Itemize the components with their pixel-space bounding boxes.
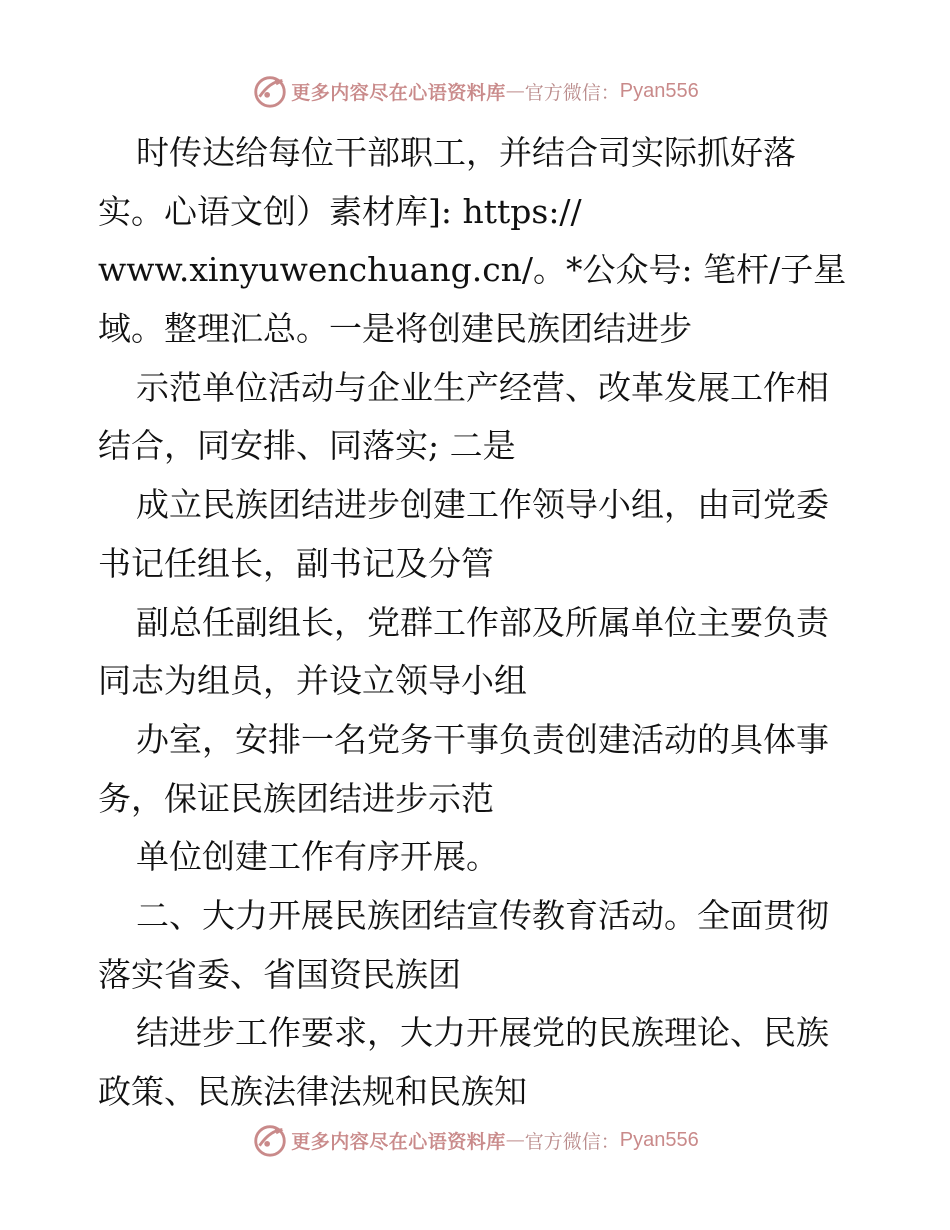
text-line: 二、大力开展民族团结宣传教育活动。全面贯彻 — [136, 895, 829, 935]
text-line: 实。心语文创）素材库]: https:// — [98, 191, 582, 231]
text-line: 书记任组长，副书记及分管 — [98, 543, 494, 583]
banner-wechat-id: Pyan556 — [619, 79, 699, 102]
text-line: 政策、民族法律法规和民族知 — [98, 1072, 527, 1111]
text-line: 结进步工作要求，大力开展党的民族理论、民族 — [136, 1013, 829, 1053]
text-line: 同志为组员，并设立领导小组 — [98, 661, 527, 701]
text-line: 务，保证民族团结进步示范 — [98, 778, 494, 818]
banner-separator: — — [505, 80, 525, 102]
banner-wechat-id: Pyan556 — [619, 1128, 699, 1151]
text-line: 落实省委、省国资民族团 — [98, 954, 461, 994]
text-line: www.xinyuwenchuang.cn/。*公众号: 笔杆/子星 — [98, 250, 847, 290]
banner-main-text: 更多内容尽在心语资料库 — [291, 81, 506, 104]
footer-watermark-banner — [0, 1120, 950, 1160]
banner-wechat-label: 官方微信： — [524, 1130, 620, 1153]
banner-wechat-label: 官方微信： — [524, 81, 620, 104]
text-line: 成立民族团结进步创建工作领导小组，由司党委 — [136, 485, 829, 525]
text-line: 结合，同安排、同落实; 二是 — [98, 426, 516, 466]
brand-logo-icon — [251, 72, 289, 110]
text-line: 副总任副组长，党群工作部及所属单位主要负责 — [136, 602, 829, 642]
brand-logo-icon — [251, 1121, 289, 1159]
text-line: 办室，安排一名党务干事负责创建活动的具体事 — [136, 719, 829, 759]
banner-main-text: 更多内容尽在心语资料库 — [291, 1130, 506, 1153]
document-body — [98, 124, 858, 1122]
banner-separator: — — [505, 1129, 525, 1151]
text-line: 时传达给每位干部职工，并结合司实际抓好落 — [136, 133, 796, 172]
header-watermark-banner — [0, 71, 950, 111]
text-line: 域。整理汇总。一是将创建民族团结进步 — [98, 309, 692, 349]
text-line: 示范单位活动与企业生产经营、改革发展工作相 — [136, 367, 829, 407]
text-line: 单位创建工作有序开展。 — [136, 837, 499, 877]
